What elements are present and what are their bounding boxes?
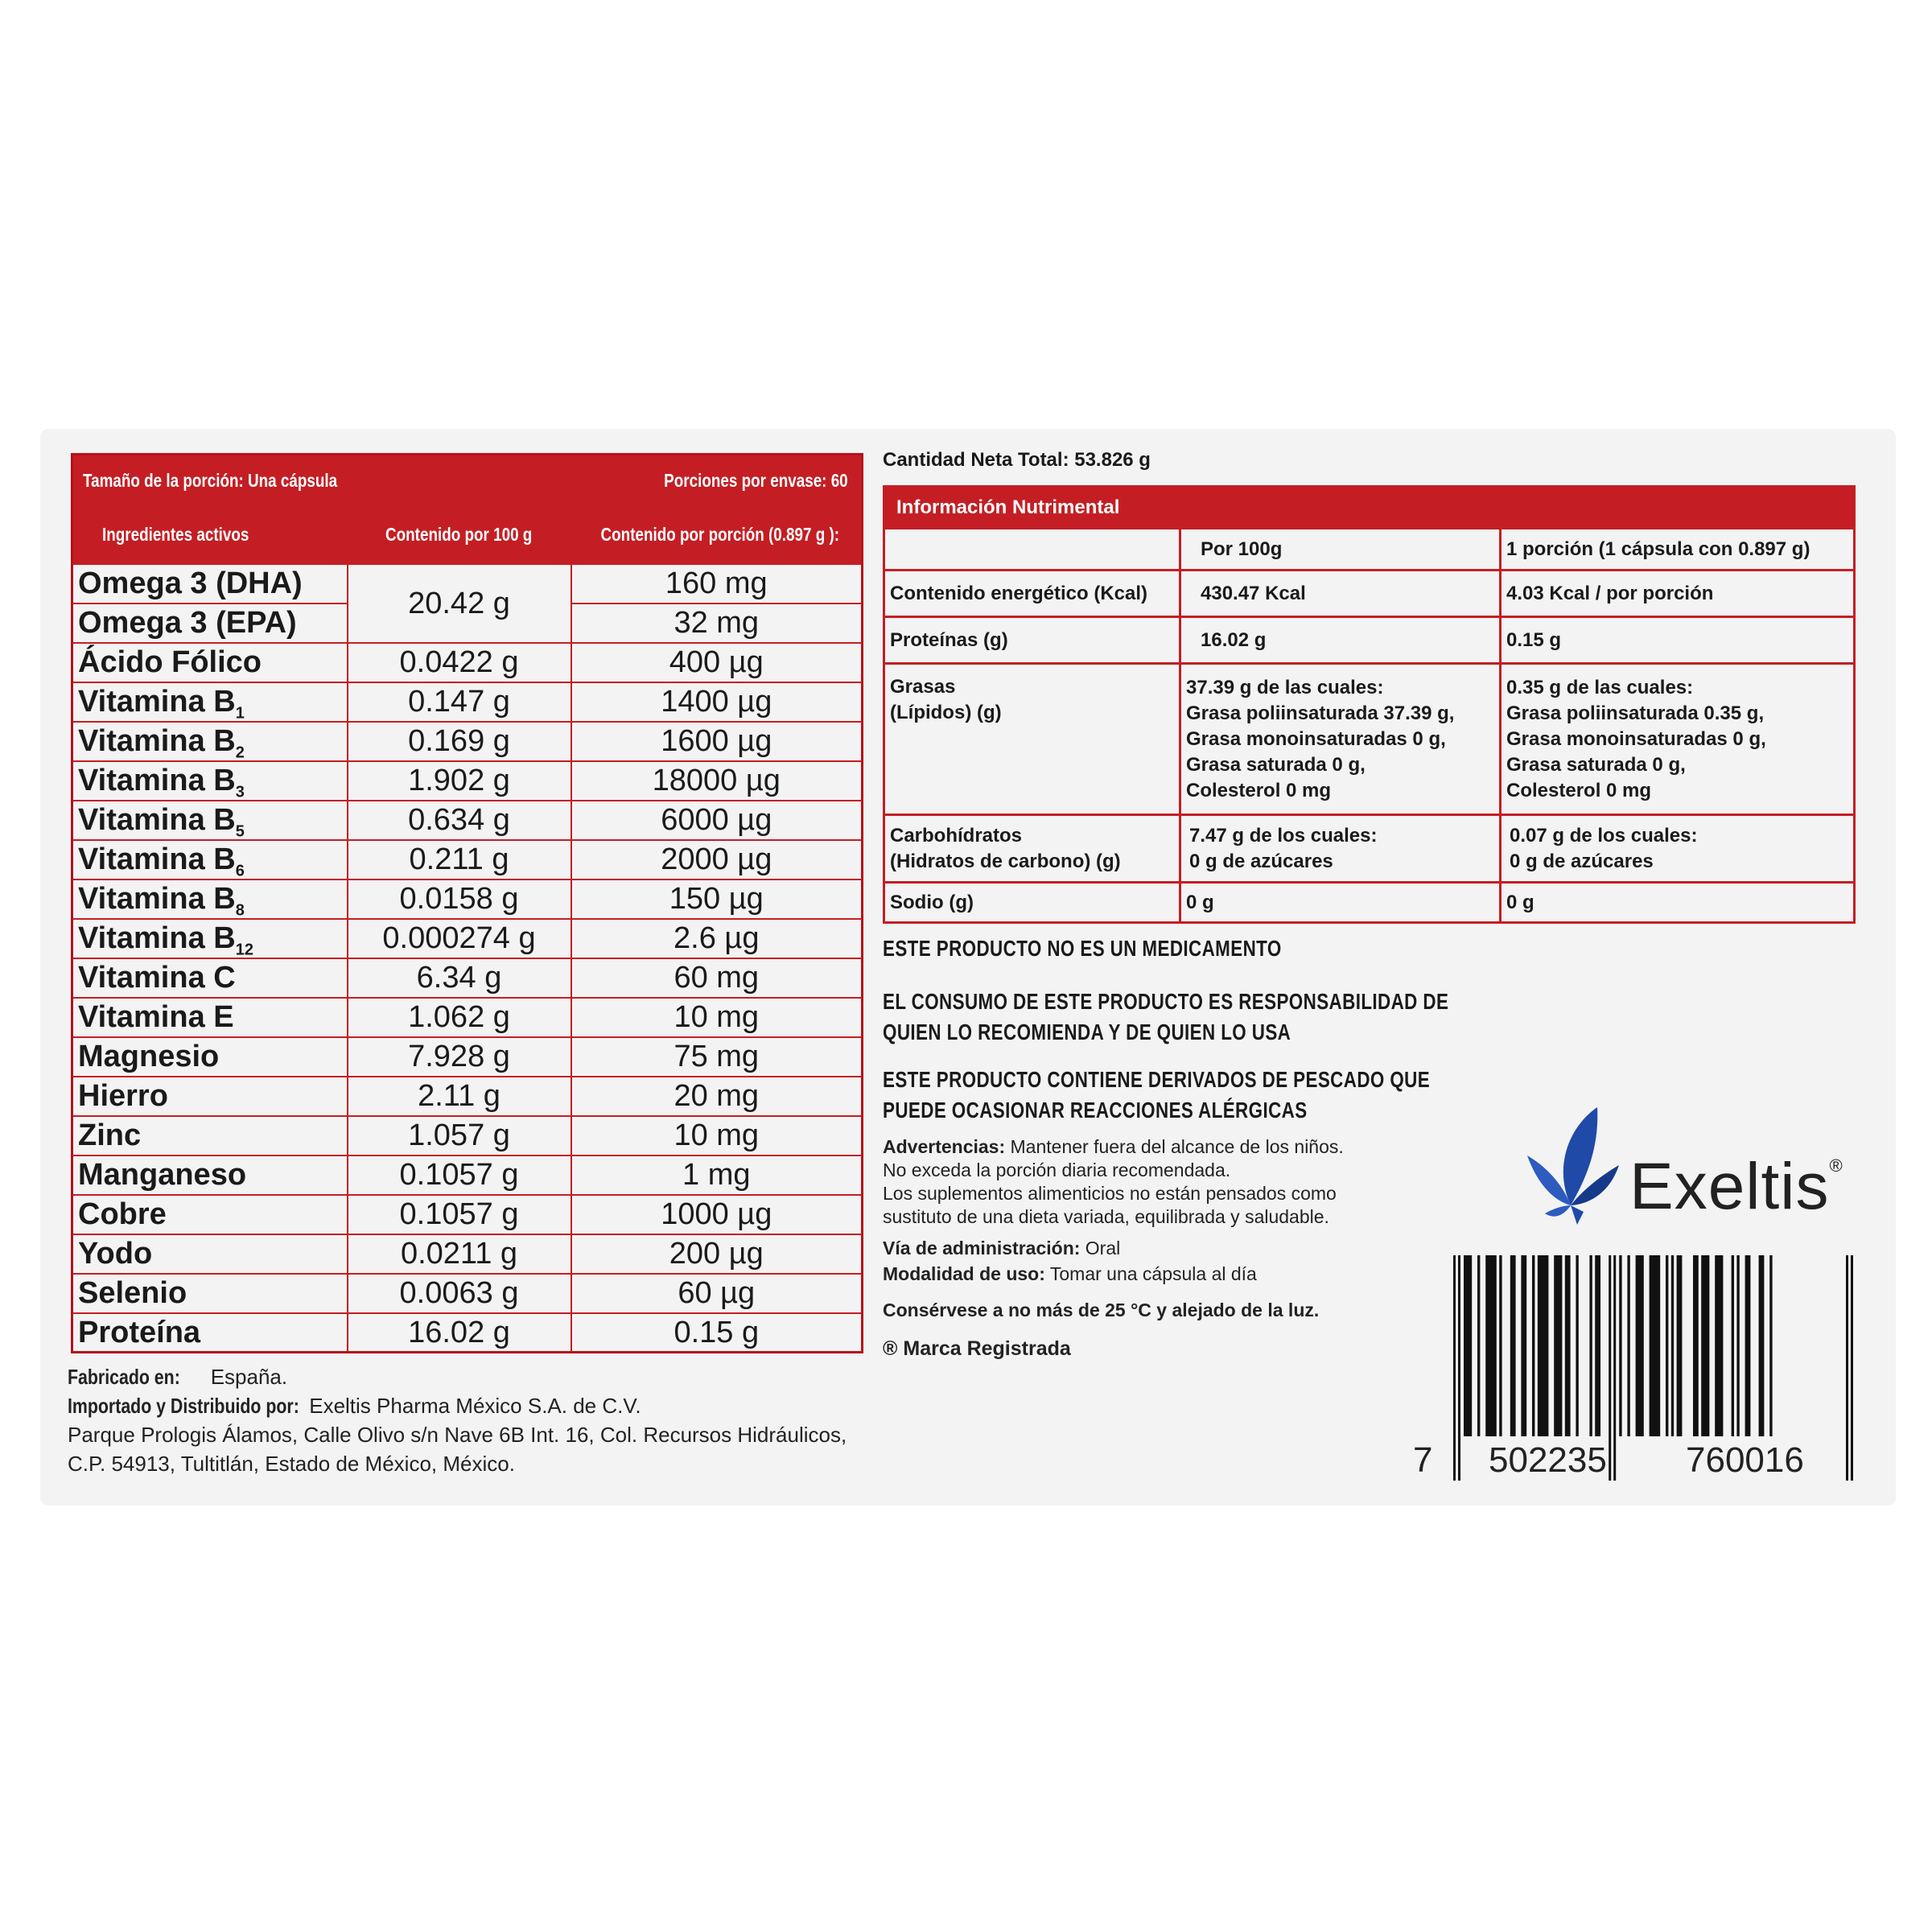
ingredient-name [72,761,348,801]
ingredient-per100: 0.1057 g [348,1155,571,1195]
notice-responsibility-1: EL CONSUMO DE ESTE PRODUCTO ES RESPONSABILIDAD DE [883,989,1449,1014]
barcode-bar [1701,1255,1709,1436]
ingredient-name-text: Proteína [78,1315,201,1349]
protein-per100: 16.02 g [1180,617,1501,664]
storage-text: Consérvese a no más de 25 °C y alejado de la luz. [883,1300,1320,1320]
barcode-bar [1458,1255,1460,1481]
brand-reg-mark: ® [1829,1155,1843,1176]
ingredient-name-text: Yodo [78,1237,153,1271]
ingredient-subscript: 3 [235,783,245,801]
fat-line: Grasa monoinsaturadas 0 g, [1186,727,1446,750]
ingredient-serving: 2000 µg [571,840,863,879]
usage-value: Tomar una cápsula al día [1044,1263,1257,1284]
ingredient-per100: 0.1057 g [348,1195,571,1234]
ingredient-name [72,722,348,761]
table-row [72,919,863,958]
sodium-serving: 0 g [1501,883,1855,923]
barcode-bar [1589,1255,1592,1436]
ingredient-per100: 0.0422 g [348,643,571,682]
ingredient-serving: 0.15 g [571,1313,863,1353]
ingredients-header-top [72,455,863,506]
barcode-bar [1636,1255,1644,1436]
net-total: Cantidad Neta Total: 53.826 g [883,449,1151,471]
barcode-bar [1485,1255,1497,1436]
importer-label: Importado y Distribuido por: [68,1394,299,1418]
warnings-text: Los suplementos alimenticios no están pensados como [883,1183,1337,1204]
barcode-bar [1464,1255,1472,1436]
barcode-group-1: 502235 [1489,1440,1607,1480]
fat-line: 0.35 g de las cuales: [1506,676,1694,698]
importer-line [68,1391,641,1420]
ingredient-name [72,1116,348,1155]
ingredient-subscript: 2 [235,744,245,762]
table-row [72,643,863,682]
serving-size: Tamaño de la porción: Una cápsula [83,469,338,491]
table-row [72,761,863,801]
ingredient-name [72,840,348,879]
ingredient-per100: 20.42 g [348,564,571,643]
ingredient-per100: 0.0063 g [348,1274,571,1313]
barcode-bar [1627,1255,1629,1436]
ingredient-name-text: Hierro [78,1079,168,1113]
ingredient-name-text: Vitamina B [78,685,236,719]
servings-per-container: Porciones por envase: 60 [664,469,849,491]
ingredient-name-text: Vitamina E [78,1000,234,1034]
ingredient-serving: 1600 µg [571,722,863,761]
ingredient-serving: 200 µg [571,1234,863,1274]
table-row [72,1274,863,1313]
ingredient-per100: 0.169 g [348,722,571,761]
ingredient-serving: 1 mg [571,1155,863,1195]
table-row [72,1116,863,1155]
barcode-bar [1846,1255,1848,1481]
ingredient-name [72,1077,348,1116]
ingredient-per100: 0.211 g [348,840,571,879]
carb-label-line: (Hidratos de carbono) (g) [890,850,1121,872]
col-per100: Contenido por 100 g [385,523,533,545]
carb-line: 0 g de azúcares [1510,850,1654,872]
exeltis-leaf-logo-icon [1521,1102,1625,1239]
made-in-line [68,1362,287,1391]
ingredient-name-text: Zinc [78,1118,142,1152]
notice-responsibility-2: QUIEN LO RECOMIENDA Y DE QUIEN LO USA [883,1020,1291,1044]
barcode-bar [1693,1255,1699,1436]
fat-label-line: Grasas [890,676,956,698]
barcode-bar [1595,1255,1600,1436]
col-per100-nut: Por 100g [1180,529,1501,571]
ingredient-name: Omega 3 (EPA) [72,603,348,643]
notice-fish-1: ESTE PRODUCTO CONTIENE DERIVADOS DE PESCADO QUE [883,1067,1431,1092]
trademark-line [883,1337,1071,1361]
route-value: Oral [1080,1238,1121,1258]
carb-serving [1501,815,1855,883]
ingredient-per100: 16.02 g [348,1313,571,1353]
fat-line: Colesterol 0 mg [1186,779,1332,801]
energy-label: Contenido energético (Kcal) [884,571,1180,617]
table-row [72,1037,863,1077]
ingredient-per100: 0.0211 g [348,1234,571,1274]
ingredient-per100: 6.34 g [348,958,571,998]
ingredient-per100: 2.11 g [348,1077,571,1116]
barcode-bar [1477,1255,1480,1436]
ingredient-per100: 0.634 g [348,801,571,840]
ingredient-subscript: 8 [235,901,245,920]
ingredients-column-headers [72,506,863,564]
ingredient-serving: 10 mg [571,998,863,1037]
ingredient-serving: 10 mg [571,1116,863,1155]
carb-per100 [1180,815,1501,883]
made-in-label: Fabricado en: [68,1365,180,1389]
ingredient-subscript: 1 [235,704,245,723]
nutrition-empty-cell [884,529,1180,571]
ingredient-name-text: Vitamina B [78,842,236,876]
ingredient-serving: 160 mg [571,564,863,603]
barcode-bar [1510,1255,1516,1436]
usage-label: Modalidad de uso: [883,1263,1045,1284]
ingredient-name-text: Vitamina B [78,764,236,797]
barcode-bar [1613,1255,1616,1481]
barcode-bar [1715,1255,1723,1436]
ingredient-name-text: Vitamina B [78,803,236,837]
barcode-bar [1666,1255,1668,1436]
sodium-label: Sodio (g) [884,883,1180,923]
warnings-text: sustituto de una dieta variada, equilibrada y saludable. [883,1206,1329,1227]
barcode-bar [1745,1255,1751,1436]
ingredient-subscript: 12 [235,941,253,959]
table-row [72,998,863,1037]
carb-line: 0 g de azúcares [1189,850,1333,872]
fat-line: Colesterol 0 mg [1506,779,1652,801]
fat-line: Grasa saturada 0 g, [1506,753,1686,776]
fat-line: Grasa saturada 0 g, [1186,753,1366,776]
ingredient-serving: 150 µg [571,879,863,919]
ingredient-name: Omega 3 (DHA) [72,564,348,603]
nutrition-table [883,485,1856,924]
barcode-bar [1565,1255,1571,1436]
ingredient-name-text: Vitamina B [78,882,236,916]
table-row [72,564,863,603]
address-line-1: Parque Prologis Álamos, Calle Olivo s/n Nave 6B Int. 16, Col. Recursos Hidráulicos, [68,1423,847,1447]
ingredient-per100: 1.902 g [348,761,571,801]
usage-line [883,1263,1257,1286]
carb-line: 0.07 g de los cuales: [1510,824,1698,847]
ingredient-per100: 0.147 g [348,682,571,722]
energy-per100: 430.47 Kcal [1180,571,1501,617]
ingredient-subscript: 6 [235,862,245,880]
ingredient-serving: 6000 µg [571,801,863,840]
carb-line: 7.47 g de los cuales: [1189,824,1378,847]
table-row [72,840,863,879]
energy-serving: 4.03 Kcal / por porción [1501,571,1855,617]
fat-label-line: (Lípidos) (g) [890,702,1002,723]
barcode-bar [1499,1255,1502,1436]
fat-serving [1501,664,1855,815]
warnings-label: Advertencias: [883,1136,1006,1157]
col-per-serving: Contenido por porción (0.897 g ): [600,523,839,545]
barcode-bar [1576,1255,1578,1436]
ingredient-name-text: Selenio [78,1276,187,1310]
fat-line: 37.39 g de las cuales: [1186,676,1384,698]
col-ingredient: Ingredientes activos [102,523,249,545]
ingredient-per100: 7.928 g [348,1037,571,1077]
ingredient-name [72,958,348,998]
notice-not-medicine: ESTE PRODUCTO NO ES UN MEDICAMENTO [883,936,1282,961]
protein-serving: 0.15 g [1501,617,1855,664]
ingredient-per100: 1.057 g [348,1116,571,1155]
sodium-per100: 0 g [1180,883,1501,923]
ingredient-name [72,801,348,840]
barcode-group-2: 760016 [1686,1440,1804,1480]
table-row [72,682,863,722]
ingredient-serving: 400 µg [571,643,863,682]
ingredient-name-text: Vitamina B [78,724,236,758]
route-label: Vía de administración: [883,1238,1081,1258]
ingredient-name [72,998,348,1037]
importer-value: Exeltis Pharma México S.A. de C.V. [303,1394,641,1418]
protein-label: Proteínas (g) [884,617,1180,664]
ingredient-name [72,643,348,682]
trademark-text: ® Marca Registrada [883,1337,1071,1360]
barcode-bar [1677,1255,1683,1436]
nutrition-title: Información Nutrimental [884,487,1855,529]
ingredients-table [71,453,863,1353]
barcode-bar [1453,1255,1456,1481]
table-row [72,1155,863,1195]
ingredient-name-text: Manganeso [78,1158,247,1192]
ingredient-name-text: Magnesio [78,1040,220,1073]
ingredient-serving: 2.6 µg [571,919,863,958]
table-row [72,958,863,998]
barcode-bar [1759,1255,1765,1436]
barcode-bar [1609,1255,1611,1481]
barcode-bar [1554,1255,1562,1436]
barcode-bar [1769,1255,1772,1436]
barcode-bar [1736,1255,1739,1436]
brand-name-text: Exeltis [1629,1150,1830,1223]
made-in-value: España. [204,1365,288,1389]
ingredient-name-text: Vitamina B [78,921,236,955]
col-serving-nut: 1 porción (1 cápsula con 0.897 g) [1501,529,1855,571]
warnings-block [883,1135,1344,1229]
barcode-first-digit: 7 [1413,1440,1433,1480]
fat-line: Grasa poliinsaturada 37.39 g, [1186,702,1455,724]
ingredient-name [72,1274,348,1313]
route-line [883,1237,1120,1260]
ingredient-name-text: Ácido Fólico [78,645,262,679]
ingredient-subscript: 5 [235,822,245,841]
notice-fish-2: PUEDE OCASIONAR REACCIONES ALÉRGICAS [883,1098,1308,1123]
barcode-bar [1538,1255,1549,1436]
ingredient-serving: 18000 µg [571,761,863,801]
table-row [72,1234,863,1274]
ingredient-name [72,919,348,958]
ingredient-name [72,1037,348,1077]
ingredient-serving: 1400 µg [571,682,863,722]
ingredient-name [72,879,348,919]
barcode-bar [1851,1255,1853,1481]
ingredient-per100: 1.062 g [348,998,571,1037]
fat-line: Grasa monoinsaturadas 0 g, [1506,727,1766,750]
warnings-text: No exceda la porción diaria recomendada. [883,1160,1231,1180]
barcode-bar [1619,1255,1621,1436]
fat-per100 [1180,664,1501,815]
table-row [72,722,863,761]
ingredient-name [72,682,348,722]
barcode-bar [1532,1255,1534,1436]
ingredient-name-text: Vitamina C [78,961,236,995]
address-line-2: C.P. 54913, Tultitlán, Estado de México, México. [68,1452,515,1476]
ingredient-name [72,1155,348,1195]
brand-name [1629,1149,1843,1225]
table-row [72,1195,863,1234]
ingredient-name [72,1313,348,1353]
barcode-bar [1671,1255,1674,1436]
storage-line [883,1299,1319,1322]
table-row [72,801,863,840]
table-row [72,1313,863,1353]
ingredient-name [72,1234,348,1274]
barcode-bar [1521,1255,1526,1436]
ingredient-serving: 60 µg [571,1274,863,1313]
ingredient-name [72,1195,348,1234]
ingredient-name-text: Cobre [78,1197,167,1231]
ingredient-serving: 75 mg [571,1037,863,1077]
carb-label [884,815,1180,883]
barcode-bar [1650,1255,1661,1436]
fat-label [884,664,1180,815]
ingredient-serving: 60 mg [571,958,863,998]
barcode-bar [1732,1255,1734,1436]
warnings-text: Mantener fuera del alcance de los niños. [1005,1136,1344,1157]
ingredient-per100: 0.000274 g [348,919,571,958]
ingredient-serving: 1000 µg [571,1195,863,1234]
ingredient-per100: 0.0158 g [348,879,571,919]
table-row [72,1077,863,1116]
fat-line: Grasa poliinsaturada 0.35 g, [1506,702,1765,724]
carb-label-line: Carbohídratos [890,824,1023,847]
ingredient-serving: 20 mg [571,1077,863,1116]
table-row [72,879,863,919]
ingredient-serving: 32 mg [571,603,863,643]
